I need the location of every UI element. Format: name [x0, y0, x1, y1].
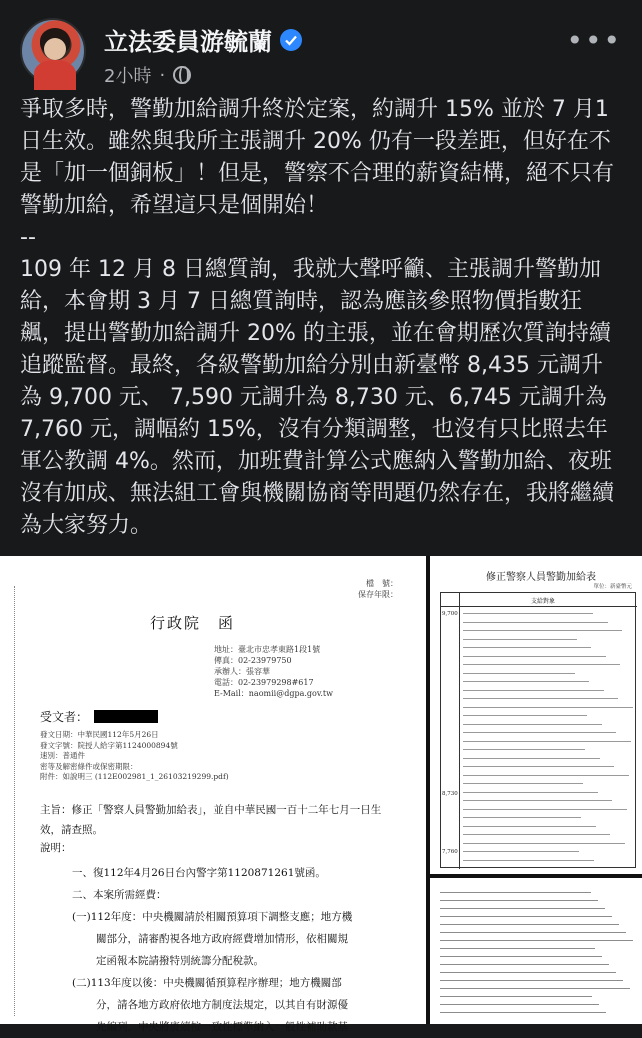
fine-print-line	[463, 656, 606, 657]
redaction-bar	[94, 710, 158, 723]
fine-print-line	[440, 1004, 599, 1005]
fine-print-line	[440, 980, 623, 981]
fine-print-line	[440, 924, 619, 925]
public-globe-icon	[173, 66, 191, 84]
post-images	[0, 556, 642, 1033]
amount-cell: 9,700	[442, 611, 458, 617]
fine-print-line	[463, 715, 587, 716]
fine-print-line	[463, 647, 591, 648]
doc-subject: 主旨：修正「警察人員警勤加給表」，並自中華民國一百十二年七月一日生效，請查照。	[40, 804, 382, 836]
fine-print-line	[463, 749, 585, 750]
fine-print-line	[463, 817, 581, 818]
fine-print-line	[463, 707, 633, 708]
document-image-notes[interactable]	[430, 878, 642, 1024]
fine-print-line	[463, 766, 614, 767]
amount-cell: 7,760	[442, 849, 458, 855]
doc-issue-info: 發文日期：中華民國112年5月26日 發文字號：院授人給字第1124000894號 速別：普通件 密等及解密條件或保密期限： 附件：如說明三 (112E002981_1_26103219299.pdf)	[40, 730, 229, 781]
document-image-allowance-table[interactable]	[430, 556, 642, 874]
fine-print-line	[463, 630, 622, 631]
fine-print-line	[463, 613, 593, 614]
fine-print-line	[463, 622, 608, 623]
doc-title: 行政院 函	[150, 614, 236, 632]
fine-print-line	[463, 860, 594, 861]
post-header	[0, 0, 642, 96]
doc-items: 一、復112年4月26日台內警字第1120871261號函。 二、本案所需經費： (一)112年度：中央機關請於相關預算項下調整支應；地方機 關部分，請審酌視各地方政府經費增加情形，依相關規 定函報本院請撥特別統籌分配稅款。 (二)113年度以後：中央機關循預算程序辦理；地方機關部 分，請各地方政府依地方制度法規定，以其自有財源優 先編列，中央將賡續按一致性標準納入一般性補助款基	[72, 867, 353, 1033]
fine-print-line	[440, 996, 592, 997]
post-time[interactable]: 2小時	[104, 66, 152, 87]
document-image-side-column	[430, 556, 642, 1024]
fine-print-line	[463, 843, 625, 844]
table-header: 支給對象	[441, 593, 637, 607]
post-body: 爭取多時，警勤加給調升終於定案，約調升 15% 並於 7 月1日生效。雖然與我所主張調升 20% 仍有一段差距，但好在不是「加一個銅板」！但是，警察不合理的薪資結構，絕不只有警勤加給，希望這只是個開始！ -- 109 年 12 月 8 日總質詢，我就大聲呼籲、主張調升警勤加給，本會期 3 月 7 日總質詢時，認為應該參照物價指數狂飆，提出警勤加給調升 20% 的主張，並在會期歷次質詢持續追蹤監督。最終，各級警勤加給分別由新臺幣 8,435 元調升為 9,700 元、 7,590 元調升為 8,730 元、6,745 元調升為 7,760 元，調幅約 15%，沒有分類調整，也沒有只比照去年軍公教調 4%。然而，加班費計算公式應納入警勤加給、夜班沒有加成、無法組工會與機關協商等問題仍然存在，我將繼續為大家努力。	[20, 97, 615, 538]
document-image-executive-yuan-letter[interactable]	[0, 556, 426, 1033]
fine-print-line	[463, 775, 629, 776]
amount-cell: 8,730	[442, 791, 458, 797]
fine-print-line	[463, 834, 610, 835]
fine-print-line	[463, 783, 583, 784]
fine-print-line	[440, 964, 609, 965]
more-options-icon[interactable]: •••	[566, 24, 622, 57]
fine-print-line	[463, 698, 618, 699]
fine-print-line	[440, 1012, 606, 1013]
fine-print-line	[463, 664, 620, 665]
verified-badge-icon	[280, 29, 302, 51]
fine-print-line	[463, 851, 579, 852]
fine-print-line	[463, 826, 596, 827]
fine-print-line	[463, 732, 616, 733]
binding-margin	[14, 586, 18, 1016]
post-meta: 2小時 ·	[104, 62, 191, 88]
fine-print-line	[463, 792, 598, 793]
doc-contact-block: 地址：臺北市忠孝東路1段1號 傳真：02-23979750 承辦人：張容華 電話：02-23979298#617 E-Mail：naomii@dgpa.gov.tw	[214, 645, 333, 698]
doc-file-info: 檔 號： 保存年限：	[358, 579, 398, 599]
fine-print-line	[463, 800, 612, 801]
fine-print-line	[440, 908, 605, 909]
allowance-table	[440, 592, 636, 868]
fine-print-line	[440, 948, 595, 949]
fine-print-line	[440, 988, 630, 989]
fine-print-line	[440, 932, 626, 933]
fine-print-line	[463, 741, 631, 742]
fine-print-line	[440, 940, 633, 941]
table-doc-title: 修正警察人員警勤加給表	[486, 572, 596, 583]
doc-recipient: 受文者：	[40, 708, 158, 725]
fine-print-line	[463, 724, 602, 725]
fine-print-line	[463, 639, 577, 640]
fine-print-line	[463, 673, 575, 674]
fine-print-line	[440, 892, 591, 893]
author-avatar[interactable]	[20, 18, 86, 84]
fine-print-line	[440, 916, 612, 917]
author-name-row	[104, 22, 302, 57]
fine-print-line	[440, 956, 602, 957]
fine-print-line	[463, 758, 600, 759]
fine-print-line	[463, 690, 604, 691]
fine-print-line	[463, 681, 589, 682]
author-name[interactable]: 立法委員游毓蘭	[104, 28, 272, 56]
doc-description-label: 說明：	[40, 842, 72, 854]
fine-print-line	[463, 809, 627, 810]
fine-print-line	[440, 972, 616, 973]
fine-print-line	[440, 900, 598, 901]
table-doc-unit: 單位：新臺幣元	[593, 584, 632, 590]
